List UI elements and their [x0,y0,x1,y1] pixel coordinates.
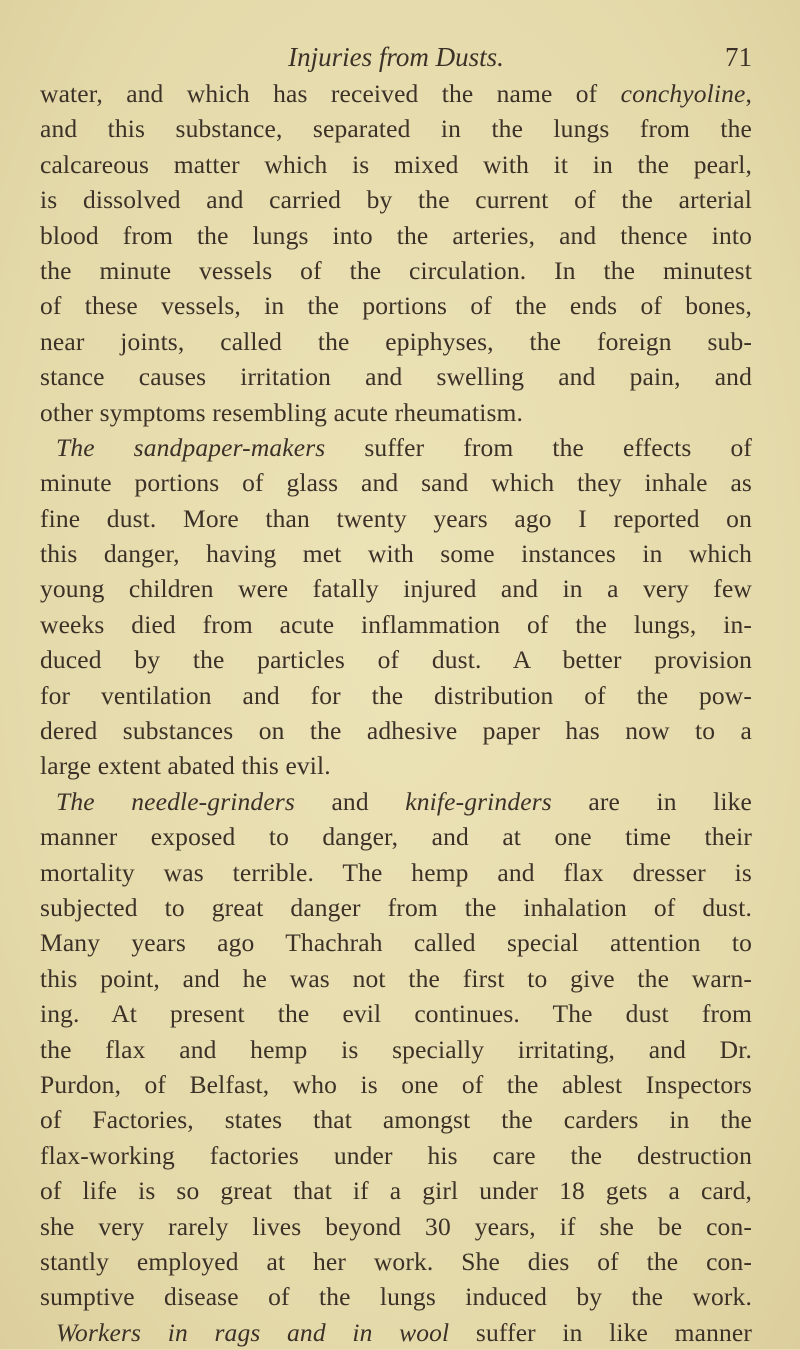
text-line [40,182,752,217]
text-line [40,1102,752,1137]
text-segment: Purdon, of Belfast, who is one of the ablest Inspectors [40,1069,752,1099]
text-segment: and this substance, separated in the lungs from the [40,114,752,144]
text-segment: water, and which has received the name of [40,79,621,108]
body-text [40,76,752,1350]
text-line [40,890,752,925]
text-line [40,748,752,783]
text-line [40,288,752,323]
text-segment: this danger, having met with some instances in which [40,539,752,569]
italic-text: conchyoline [620,79,746,108]
text-segment: are in like [551,786,752,816]
text-line [40,218,752,253]
text-segment: other symptoms resembling acute rheumatism. [40,397,524,427]
text-segment: for ventilation and for the distribution of the pow- [40,680,752,710]
text-segment: and [294,786,406,816]
page-header [40,42,752,78]
text-line [40,1067,752,1102]
text-line [40,501,752,536]
text-segment: flax-working factories under his care the destruction [40,1140,752,1170]
text-line [40,571,752,606]
text-segment: subjected to great danger from the inhalation of dust. [40,892,752,922]
text-segment: dered substances on the adhesive paper has now to a [40,716,752,746]
text-line [40,395,752,430]
text-line [40,1279,752,1314]
text-line [40,1315,752,1350]
text-line [40,324,752,359]
text-segment: is dissolved and carried by the current of the arterial [40,185,752,215]
text-line [40,819,752,854]
text-segment: minute portions of glass and sand which they inhale as [40,468,752,498]
text-line [40,359,752,394]
italic-text: The sandpaper-makers [56,432,326,462]
text-line [40,855,752,890]
text-segment: ing. At present the evil continues. The dust from [40,999,752,1029]
running-title: Injuries from Dusts. [288,42,504,72]
text-segment: of these vessels, in the portions of the ends of bones, [40,291,752,321]
text-line [40,961,752,996]
text-line [40,713,752,748]
text-segment: , [745,79,752,108]
text-segment: calcareous matter which is mixed with it in the pearl, [40,149,752,179]
text-segment: this point, and he was not the first to give the warn- [40,963,752,993]
page-number: 71 [725,42,752,72]
text-line [40,1244,752,1279]
text-segment: stance causes irritation and swelling and pain, and [40,362,752,392]
text-line [40,1032,752,1067]
text-line [40,642,752,677]
text-segment: suffer from the effects of [325,432,752,462]
italic-text: knife-grinders [405,786,552,816]
text-segment: Many years ago Thachrah called special attention to [40,928,752,958]
text-segment: she very rarely lives beyond 30 years, if she be con- [40,1211,752,1241]
text-segment: the flax and hemp is specially irritating, and Dr. [40,1034,752,1064]
text-segment: of life is so great that if a girl under 18 gets a card, [40,1176,752,1206]
text-line [40,147,752,182]
text-line [40,76,752,111]
text-line [40,607,752,642]
text-segment: large extent abated this evil. [40,751,331,781]
text-line [40,430,752,465]
text-line [40,111,752,146]
text-line [40,253,752,288]
italic-text: The needle-grinders [56,786,295,816]
text-segment: near joints, called the epiphyses, the foreign sub- [40,326,752,356]
text-line [40,1173,752,1208]
text-segment: the minute vessels of the circulation. In the minutest [40,255,752,285]
text-segment: duced by the particles of dust. A better provision [40,645,752,675]
text-segment: of Factories, states that amongst the carders in the [40,1105,752,1135]
text-line [40,465,752,500]
text-segment: suffer in like manner [449,1317,752,1347]
text-segment: mortality was terrible. The hemp and flax dresser is [40,857,752,887]
text-line [40,536,752,571]
text-line [40,996,752,1031]
text-line [40,784,752,819]
text-segment: fine dust. More than twenty years ago I reported on [40,503,752,533]
text-segment: weeks died from acute inflammation of the lungs, in- [40,609,752,639]
text-segment: sumptive disease of the lungs induced by the work. [40,1282,752,1312]
text-line [40,1138,752,1173]
text-segment: stantly employed at her work. She dies of the con- [40,1246,752,1276]
text-segment: young children were fatally injured and in a very few [40,574,752,604]
text-segment: manner exposed to danger, and at one time their [40,822,752,852]
text-segment: blood from the lungs into the arteries, and thence into [40,220,752,250]
text-line [40,925,752,960]
text-line [40,1209,752,1244]
italic-text: Workers in rags and in wool [56,1317,450,1347]
text-line [40,678,752,713]
